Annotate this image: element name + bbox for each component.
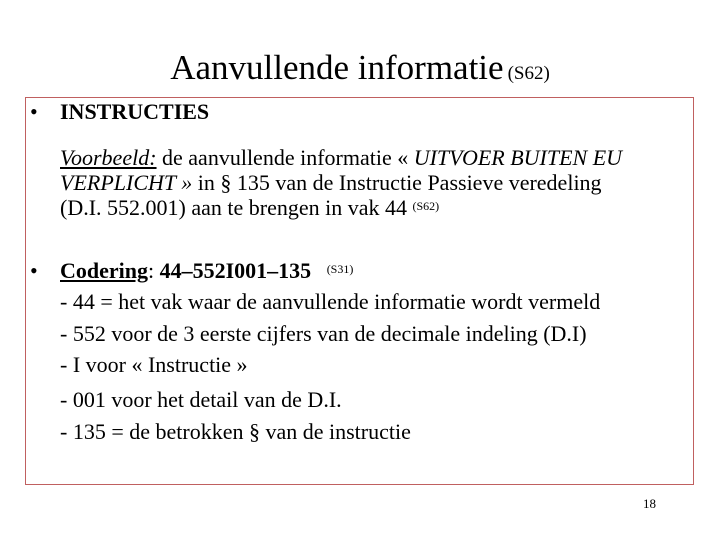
codering-code: 44–552I001–135 bbox=[159, 258, 312, 283]
slide-title-reference: (S62) bbox=[507, 63, 550, 84]
codering-line bbox=[60, 256, 353, 286]
example-italic-2: VERPLICHT » bbox=[60, 170, 193, 195]
list-item: - 135 = de betrokken § van de instructie bbox=[60, 419, 411, 444]
example-text-1: de aanvullende informatie « bbox=[156, 145, 414, 170]
example-reference: (S62) bbox=[412, 199, 440, 213]
heading-instructies: INSTRUCTIES bbox=[60, 99, 210, 124]
example-italic-1: UITVOER BUITEN EU bbox=[413, 145, 623, 170]
list-item: - 552 voor de 3 eerste cijfers van de decimale indeling (D.I) bbox=[60, 321, 587, 346]
codering-label: Codering bbox=[60, 258, 148, 283]
bullet-codering: • bbox=[30, 258, 38, 283]
example-line-3 bbox=[60, 193, 439, 223]
example-text-2: in § 135 van de Instructie Passieve veredeling bbox=[192, 170, 602, 195]
example-label: Voorbeeld: bbox=[60, 145, 157, 170]
slide-title bbox=[0, 44, 720, 92]
page-number: 18 bbox=[643, 496, 656, 511]
codering-reference: (S31) bbox=[326, 262, 354, 276]
bullet-instructies: • bbox=[30, 99, 38, 124]
list-item: - I voor « Instructie » bbox=[60, 352, 248, 377]
slide-title-text: Aanvullende informatie bbox=[170, 48, 504, 87]
list-item: - 001 voor het detail van de D.I. bbox=[60, 387, 342, 412]
list-item: - 44 = het vak waar de aanvullende informatie wordt vermeld bbox=[60, 289, 601, 314]
example-text-3: (D.I. 552.001) aan te brengen in vak 44 bbox=[60, 195, 408, 220]
codering-colon: : bbox=[148, 258, 160, 283]
